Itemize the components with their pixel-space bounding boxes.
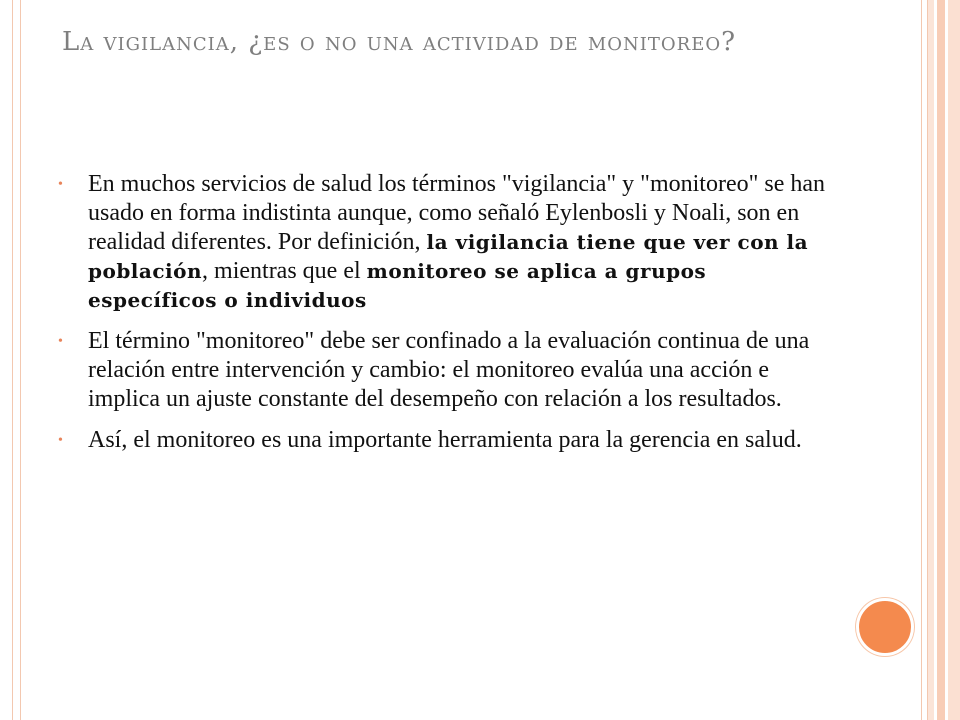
bullet-icon: • xyxy=(58,433,63,448)
list-item xyxy=(58,426,838,455)
bullet-text: , mientras que el xyxy=(202,258,367,284)
bullet-list xyxy=(58,170,838,467)
bullet-icon: • xyxy=(58,177,63,192)
bullet-text: En muchos servicios de salud los términos "vigilancia" y "monitoreo" se han usado en forma indistinta aunque, como señaló Eylenbosli y Noali, son en realidad diferentes. Por definición, xyxy=(88,171,826,255)
bullet-bold-text: monitoreo se aplica a grupos específicos o individuos xyxy=(88,259,707,312)
bullet-icon: • xyxy=(58,334,63,349)
bullet-bold-text: la vigilancia tiene que ver con la población xyxy=(88,230,809,283)
slide-title: La vigilancia, ¿es o no una actividad de monitoreo? xyxy=(62,27,737,57)
decorative-stripe xyxy=(948,0,960,720)
decorative-circle xyxy=(856,598,914,656)
bullet-text: El término "monitoreo" debe ser confinado a la evaluación continua de una relación entre intervención y cambio: el monitoreo evalúa una acción e implica un ajuste constante del desempeño con relación a los resultados. xyxy=(88,328,810,412)
list-item xyxy=(58,170,838,315)
bullet-text: Así, el monitoreo es una importante herramienta para la gerencia en salud. xyxy=(88,427,802,453)
decorative-stripe xyxy=(937,0,945,720)
list-item xyxy=(58,327,838,414)
